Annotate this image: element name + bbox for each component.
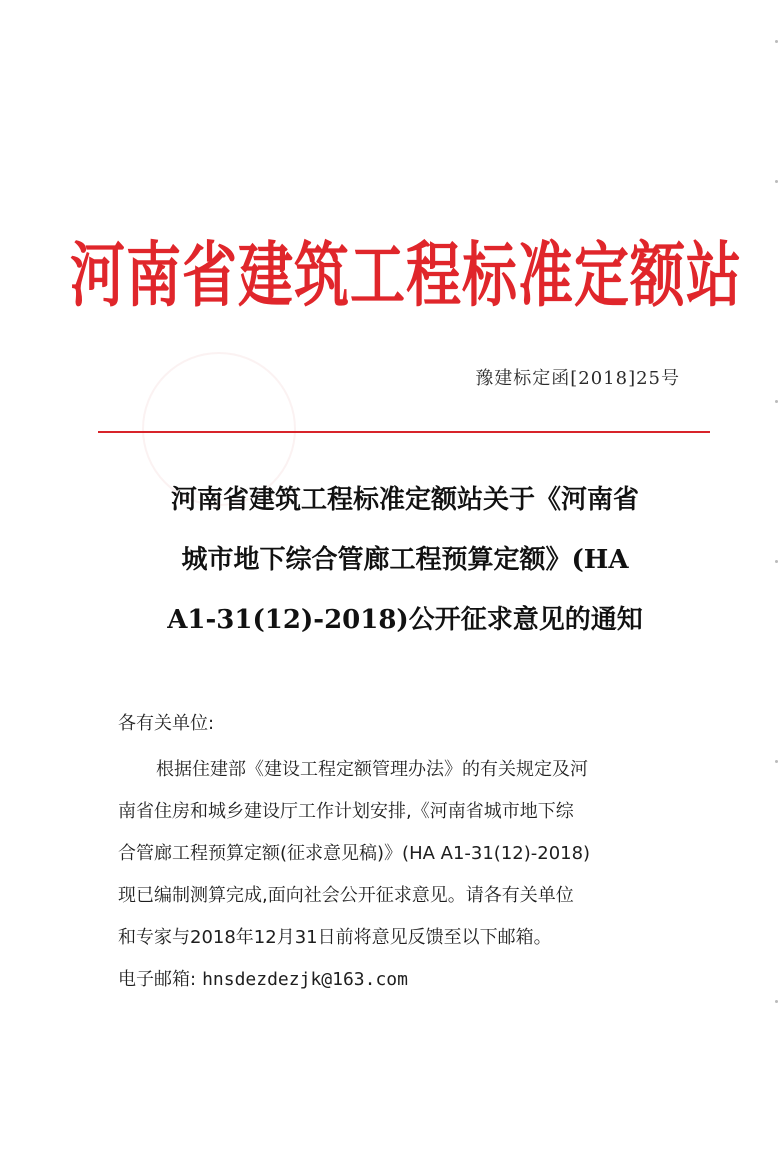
document-number: 豫建标定函[2018]25号 [475, 368, 680, 389]
email-address[interactable]: hnsdezdezjk@163.com [202, 969, 408, 990]
email-label: 电子邮箱: [118, 969, 197, 990]
paragraph-line: 合管廊工程预算定额(征求意见稿)》(HA A1-31(12)-2018) [118, 843, 591, 864]
title-line: 城市地下综合管廊工程预算定额》(HA [181, 545, 629, 575]
paragraph-line: 和专家与2018年12月31日前将意见反馈至以下邮箱。 [118, 927, 552, 948]
notice-body [118, 703, 708, 1001]
title-line: 河南省建筑工程标准定额站关于《河南省 [170, 485, 639, 515]
red-divider-line [98, 431, 710, 433]
title-line: A1-31(12)-2018)公开征求意见的通知 [167, 605, 643, 635]
paragraph-line: 南省住房和城乡建设厅工作计划安排,《河南省城市地下综 [118, 801, 574, 822]
salutation: 各有关单位: [118, 713, 215, 734]
email-line [118, 959, 708, 1001]
scan-edge-marks [774, 0, 778, 1149]
paragraph-line: 根据住建部《建设工程定额管理办法》的有关规定及河 [156, 759, 588, 780]
paragraph-line: 现已编制测算完成,面向社会公开征求意见。请各有关单位 [118, 885, 574, 906]
masthead-agency-name: 河南省建筑工程标准定额站 [70, 233, 743, 317]
notice-title [90, 470, 720, 650]
